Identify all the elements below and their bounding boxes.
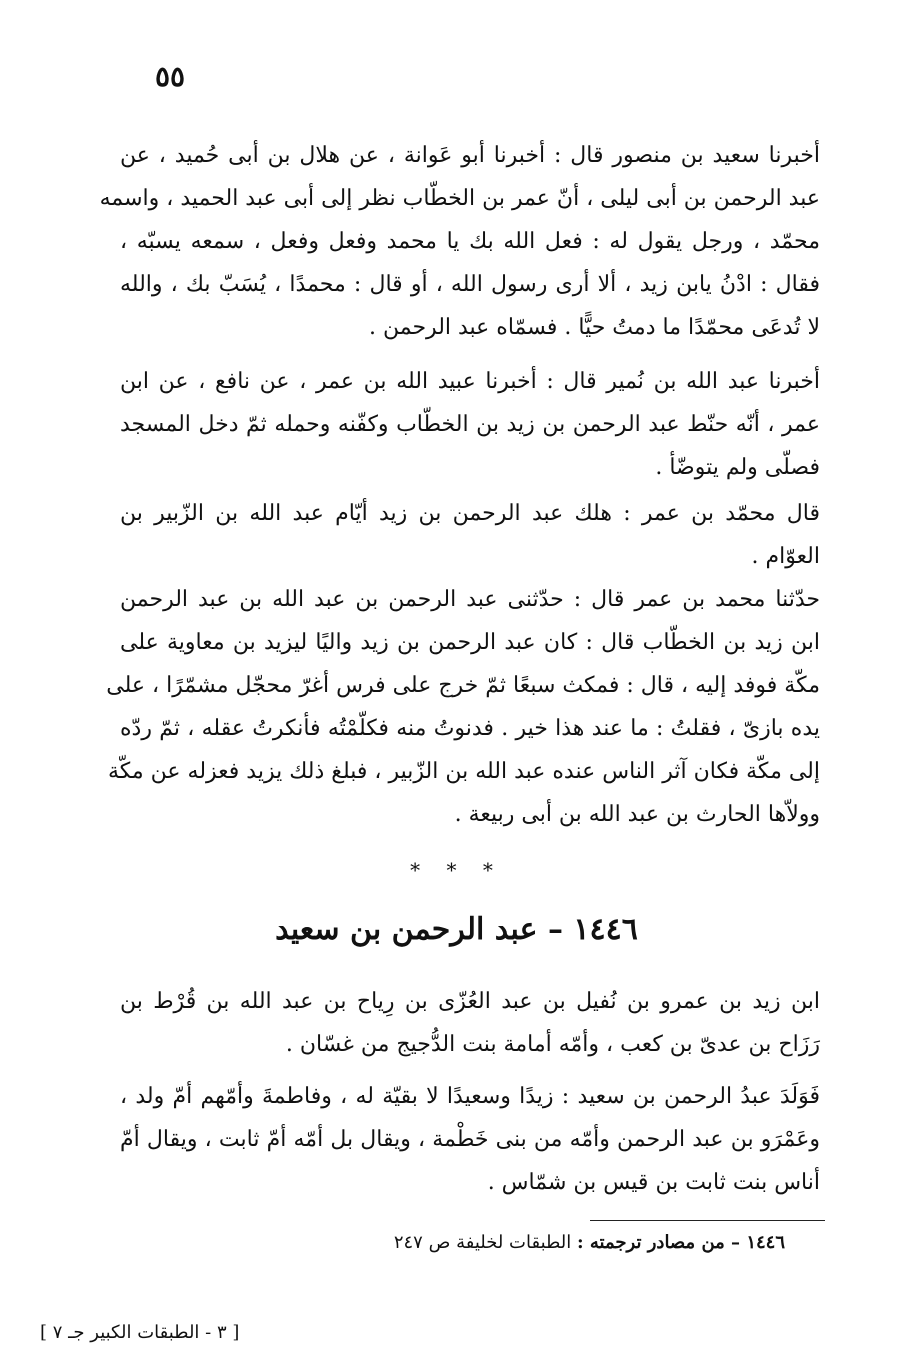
text-line: ابن زيد بن عمرو بن نُفيل بن عبد العُزّى بن رِياح بن عبد الله بن قُرْط بن xyxy=(120,989,820,1014)
text-line: إلى مكّة فكان آثر الناس عنده عبد الله بن الزّبير ، فبلغ ذلك يزيد فعزله عن مكّة xyxy=(107,759,820,784)
paragraph-1 xyxy=(99,134,820,349)
text-line: فصلّى ولم يتوضّأ . xyxy=(655,455,820,480)
text-line: عبد الرحمن بن أبى ليلى ، أنّ عمر بن الخطّاب نظر إلى أبى عبد الحميد ، واسمه xyxy=(99,186,820,211)
printer-signature: [ ٣ - الطبقات الكبير جـ ٧ ] xyxy=(40,1322,240,1343)
text-line: مكّة فوفد إليه ، قال : فمكث سبعًا ثمّ خرج على فرس أغرّ محجّل مشمّرًا ، على xyxy=(106,673,820,698)
text-line: قال محمّد بن عمر : هلك عبد الرحمن بن زيد أيّام عبد الله بن الزّبير بن xyxy=(120,501,820,526)
text-line: وولاّها الحارث بن عبد الله بن أبى ربيعة . xyxy=(454,802,820,827)
paragraph-2 xyxy=(120,360,820,489)
text-line: حدّثنا محمد بن عمر قال : حدّثنى عبد الرحمن بن عبد الله بن عبد الرحمن xyxy=(120,587,820,612)
bio-paragraph-1 xyxy=(120,980,820,1066)
text-line: أخبرنا سعيد بن منصور قال : أخبرنا أبو عَوانة ، عن هلال بن أبى حُميد ، عن xyxy=(120,143,820,168)
entry-heading: ١٤٤٦ – عبد الرحمن بن سعيد xyxy=(275,912,638,947)
footnote-rule xyxy=(590,1220,825,1221)
paragraph-4 xyxy=(106,578,820,836)
footnote-label: ١٤٤٦ – من مصادر ترجمته : xyxy=(577,1232,785,1253)
text-line: محمّد ، ورجل يقول له : فعل الله بك يا محمد وفعل وفعل ، سمعه يسبّه ، xyxy=(120,229,820,254)
page-number: ٥٥ xyxy=(154,60,186,93)
paragraph-3 xyxy=(120,492,820,578)
footnote xyxy=(394,1232,785,1253)
text-line: لا تُدعَى محمّدًا ما دمتُ حيًّا . فسمّاه عبد الرحمن . xyxy=(369,315,820,340)
text-line: يده بازىّ ، فقلتُ : ما عند هذا خير . فدنوتُ منه فكلّمْتُه فأنكرتُ عقله ، ثمّ ردّه xyxy=(120,716,820,741)
text-line: عمر ، أنّه حنّط عبد الرحمن بن زيد بن الخطّاب وكفّنه وحمله ثمّ دخل المسجد xyxy=(120,412,820,437)
text-line: العوّام . xyxy=(751,544,820,569)
text-line: أناس بنت ثابت بن قيس بن شمّاس . xyxy=(487,1170,820,1195)
text-line: ابن زيد بن الخطّاب قال : كان عبد الرحمن بن زيد واليًا ليزيد بن معاوية على xyxy=(120,630,820,655)
section-separator: * * * xyxy=(410,858,503,882)
text-line: فقال : ادْنُ يابن زيد ، ألا أرى رسول الله ، أو قال : محمدًا ، يُسَبّ بك ، والله xyxy=(120,272,820,297)
footnote-text: الطبقات لخليفة ص ٢٤٧ xyxy=(393,1232,572,1253)
bio-paragraph-2 xyxy=(120,1075,820,1204)
text-line: أخبرنا عبد الله بن نُمير قال : أخبرنا عبيد الله بن عمر ، عن نافع ، عن ابن xyxy=(120,369,820,394)
text-line: فَوَلَدَ عبدُ الرحمن بن سعيد : زيدًا وسعيدًا لا بقيّة له ، وفاطمةَ وأمّهم أمّ ولد ، xyxy=(120,1084,820,1109)
text-line: رَزَاح بن عدىّ بن كعب ، وأمّه أمامة بنت الدُّجيج من غسّان . xyxy=(285,1032,820,1057)
text-line: وعَمْرَو بن عبد الرحمن وأمّه من بنى خَطْمة ، ويقال بل أمّه أمّ ثابت ، ويقال أمّ xyxy=(120,1127,820,1152)
